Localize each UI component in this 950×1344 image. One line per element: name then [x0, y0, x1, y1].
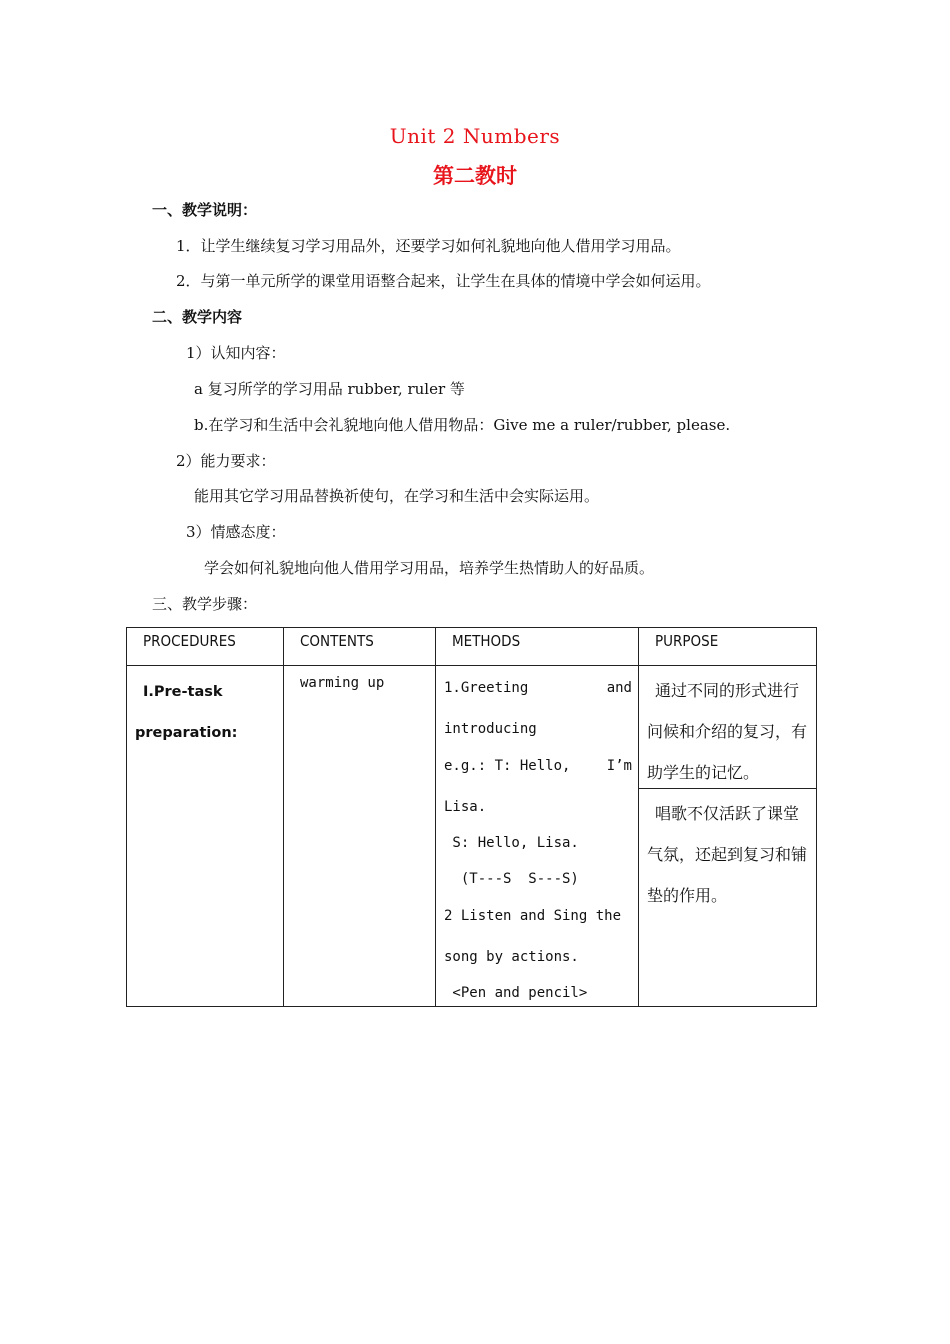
table-header-row — [127, 628, 817, 666]
header-methods: METHODS — [452, 632, 521, 650]
purpose-review: 通过不同的形式进行问候和介绍的复习，有助学生的记忆。 — [639, 666, 816, 789]
title-chinese: 第二教时 — [433, 164, 517, 188]
header-purpose: PURPOSE — [655, 632, 719, 650]
section2-heading: 二、教学内容 — [152, 308, 243, 326]
section1-item-2: 2．与第一单元所学的课堂用语整合起来，让学生在具体的情境中学会如何运用。 — [176, 272, 711, 290]
purpose-singing: 唱歌不仅活跃了课堂气氛，还起到复习和铺垫的作用。 — [647, 804, 808, 905]
header-cell — [639, 628, 817, 666]
attitude-label: 3）情感态度： — [186, 523, 286, 541]
section3-heading: 三、教学步骤： — [152, 595, 258, 613]
ability-text: 能用其它学习用品替换祈使句，在学习和生活中会实际运用。 — [194, 487, 600, 505]
methods-cell — [436, 666, 639, 1007]
method-student-reply: S: Hello, Lisa. — [444, 835, 579, 851]
method-song-actions: song by actions. — [444, 949, 579, 965]
method-line — [444, 752, 632, 780]
cognitive-item-a: a 复习所学的学习用品 rubber, ruler 等 — [194, 380, 465, 398]
method-example: e.g.: T: Hello, — [444, 758, 571, 774]
table-row — [127, 666, 817, 1007]
method-pairs: (T---S S---S) — [444, 871, 579, 887]
procedure-line-2: preparation: — [135, 725, 238, 741]
section1-item-1: 1．让学生继续复习学习用品外，还要学习如何礼貌地向他人借用学习用品。 — [176, 237, 681, 255]
purpose-cell — [639, 666, 817, 1007]
method-song-title: <Pen and pencil> — [444, 985, 588, 1001]
method-listen-sing: 2 Listen and Sing the — [444, 908, 622, 924]
method-introducing: introducing — [444, 721, 537, 737]
method-greeting: 1.Greeting — [444, 680, 529, 696]
method-lisa: Lisa. — [444, 799, 487, 815]
method-line — [444, 670, 632, 706]
method-and: and — [606, 680, 632, 696]
header-cell — [127, 628, 284, 666]
procedure-cell — [127, 666, 284, 1007]
header-cell — [436, 628, 639, 666]
procedure-table — [126, 627, 817, 1007]
header-cell — [284, 628, 436, 666]
content-text: warming up — [300, 675, 385, 691]
content-cell — [284, 666, 436, 1007]
title-english: Unit 2 Numbers — [389, 124, 561, 148]
procedure-line-1: I.Pre-task — [143, 684, 223, 700]
cognitive-label: 1）认知内容： — [186, 344, 286, 362]
attitude-text: 学会如何礼貌地向他人借用学习用品，培养学生热情助人的好品质。 — [204, 559, 655, 577]
header-procedures: PROCEDURES — [143, 632, 236, 650]
section1-heading: 一、教学说明： — [152, 201, 258, 219]
method-im: I’m — [606, 758, 632, 774]
header-contents: CONTENTS — [300, 632, 374, 650]
ability-label: 2）能力要求： — [176, 452, 276, 470]
cognitive-item-b: b.在学习和生活中会礼貌地向他人借用物品：Give me a ruler/rubber, please. — [194, 416, 731, 434]
